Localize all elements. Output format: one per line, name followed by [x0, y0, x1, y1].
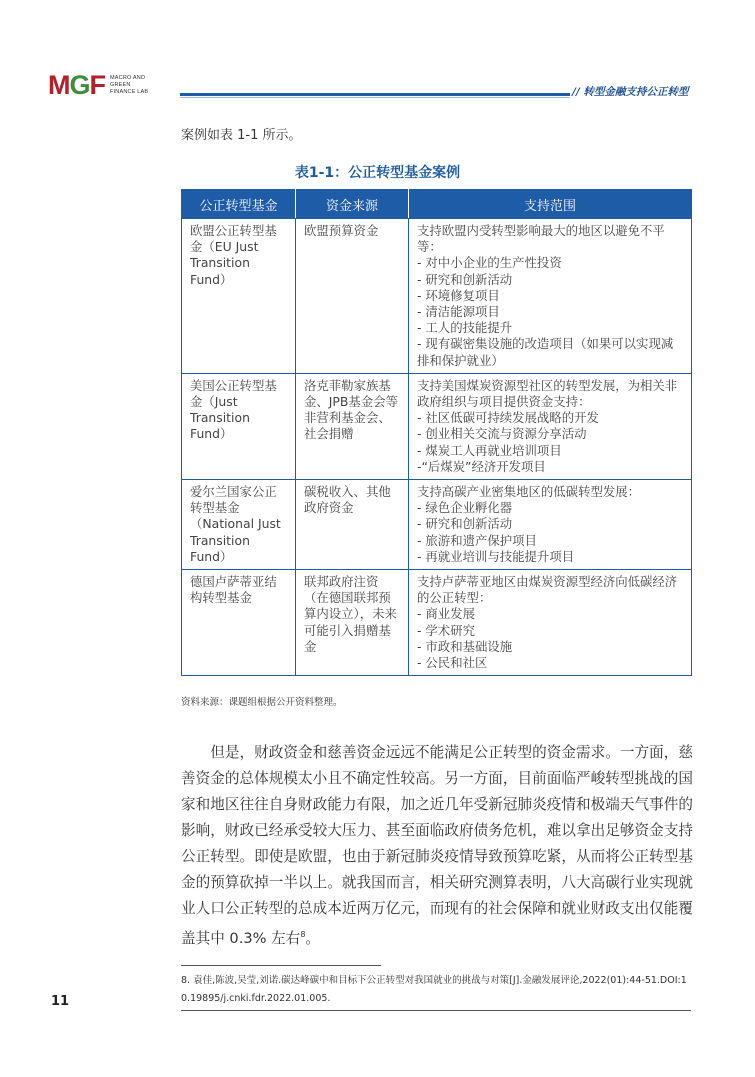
- paragraph-text: 但是，财政资金和慈善资金远远不能满足公正转型的资金需求。一方面，慈善资金的总体规模太小且不确定性较高。另一方面，目前面临严峻转型挑战的国家和地区往往自身财政能力有限，加之近几年受新冠肺炎疫情和极端天气事件的影响，财政已经承受较大压力、甚至面临政府债务危机，难以拿出足够资金支持公正转型。即使是欧盟，也由于新冠肺炎疫情导致预算吃紧，从而将公正转型基金的预算砍掉一半以上。就我国而言，相关研究测算表明，八大高碳行业实现就业人口公正转型的总成本近两万亿元，而现有的社会保障和就业财政支出仅能覆盖其中 0.3% 左右: [181, 744, 693, 947]
- column-header: 支持范围: [409, 190, 692, 219]
- footnote: 8. 袁佳,陈波,吴莹,刘诺.碳达峰碳中和目标下公正转型对我国就业的挑战与对策[J].金融发展评论,2022(01):44-51.DOI:10.19895/j.cnki.fdr.2022.01.005.: [181, 975, 687, 1004]
- support-scope-cell: [409, 219, 692, 374]
- fund-name-cell: 欧盟公正转型基金（EU Just Transition Fund）: [182, 219, 296, 374]
- support-item: 支持卢萨蒂亚地区由煤炭资源型经济向低碳经济的公正转型：: [417, 574, 678, 606]
- support-item: - 工人的技能提升: [417, 320, 513, 336]
- support-item: - 公民和社区: [417, 655, 488, 671]
- fund-name-cell: 爱尔兰国家公正转型基金（National Just Transition Fund）: [182, 480, 296, 570]
- fund-name-cell: 美国公正转型基金（Just Transition Fund）: [182, 373, 296, 479]
- support-item: - 现有碳密集设施的改造项目（如果可以实现减排和保护就业）: [417, 336, 674, 368]
- support-item: 支持欧盟内受转型影响最大的地区以避免不平等：: [417, 223, 665, 255]
- page-number: 11: [51, 994, 70, 1009]
- support-scope-cell: [409, 480, 692, 570]
- source-note: 资料来源：课题组根据公开资料整理。: [181, 697, 343, 708]
- support-item: - 学术研究: [417, 622, 475, 638]
- support-item: - 环境修复项目: [417, 287, 500, 303]
- logo-letter-m: M: [48, 70, 70, 100]
- mgf-logo: [48, 70, 148, 100]
- logo-wordmark: [48, 71, 105, 99]
- support-item: - 再就业培训与技能提升项目: [417, 548, 575, 564]
- support-item: - 研究和创新活动: [417, 271, 513, 287]
- support-item: - 旅游和遗产保护项目: [417, 532, 537, 548]
- support-item: - 绿色企业孵化器: [417, 500, 513, 516]
- support-item: - 市政和基础设施: [417, 638, 513, 654]
- support-item: - 研究和创新活动: [417, 516, 513, 532]
- support-item: - 商业发展: [417, 606, 475, 622]
- fund-source-cell: 欧盟预算资金: [296, 219, 409, 374]
- footnote-rule: [181, 965, 381, 966]
- support-item: - 煤炭工人再就业培训项目: [417, 442, 562, 458]
- logo-subtitle: [110, 75, 148, 96]
- table-body: [182, 219, 692, 676]
- table-row: [182, 480, 692, 570]
- table-row: [182, 570, 692, 676]
- logo-sub-line: FINANCE LAB: [110, 88, 149, 95]
- support-item: 支持美国煤炭资源型社区的转型发展，为相关非政府组织与项目提供资金支持：: [417, 377, 678, 410]
- footnote-bottom-rule: [181, 1010, 691, 1011]
- support-item: - 对中小企业的生产性投资: [417, 255, 562, 271]
- support-item: -“后煤炭”经济开发项目: [417, 458, 546, 474]
- section-title: // 转型金融支持公正转型: [572, 86, 689, 98]
- support-item: - 社区低碳可持续发展战略的开发: [417, 410, 599, 426]
- header-rule: [180, 93, 570, 96]
- logo-letter-f: F: [89, 70, 106, 100]
- support-scope-cell: [409, 373, 692, 479]
- table-row: [182, 373, 692, 479]
- table-header-row: [182, 190, 692, 219]
- support-item: 支持高碳产业密集地区的低碳转型发展：: [417, 484, 641, 500]
- table-row: [182, 219, 692, 374]
- fund-source-cell: 碳税收入、其他政府资金: [296, 480, 409, 570]
- fund-cases-table: [181, 189, 692, 676]
- paragraph-end: 。: [305, 929, 321, 947]
- fund-source-cell: 洛克菲勒家族基金、JPB基金会等非营利基金会、社会捐赠: [296, 373, 409, 479]
- body-paragraph: [181, 740, 693, 952]
- logo-letter-g: G: [69, 70, 90, 100]
- logo-sub-line: GREEN: [110, 81, 131, 88]
- fund-name-cell: 德国卢萨蒂亚结构转型基金: [182, 570, 296, 676]
- logo-sub-line: MACRO AND: [110, 74, 146, 81]
- header-rule-thin: [180, 97, 570, 98]
- column-header: 公正转型基金: [182, 190, 296, 219]
- intro-text: 案例如表 1-1 所示。: [181, 128, 302, 143]
- support-item: - 清洁能源项目: [417, 304, 500, 320]
- table-title: 表1-1：公正转型基金案例: [294, 165, 461, 181]
- fund-source-cell: 联邦政府注资（在德国联邦预算内设立），未来可能引入捐赠基金: [296, 570, 409, 676]
- support-item: - 创业相关交流与资源分享活动: [417, 426, 587, 442]
- footnote-ref: 8: [300, 930, 306, 939]
- column-header: 资金来源: [296, 190, 409, 219]
- support-scope-cell: [409, 570, 692, 676]
